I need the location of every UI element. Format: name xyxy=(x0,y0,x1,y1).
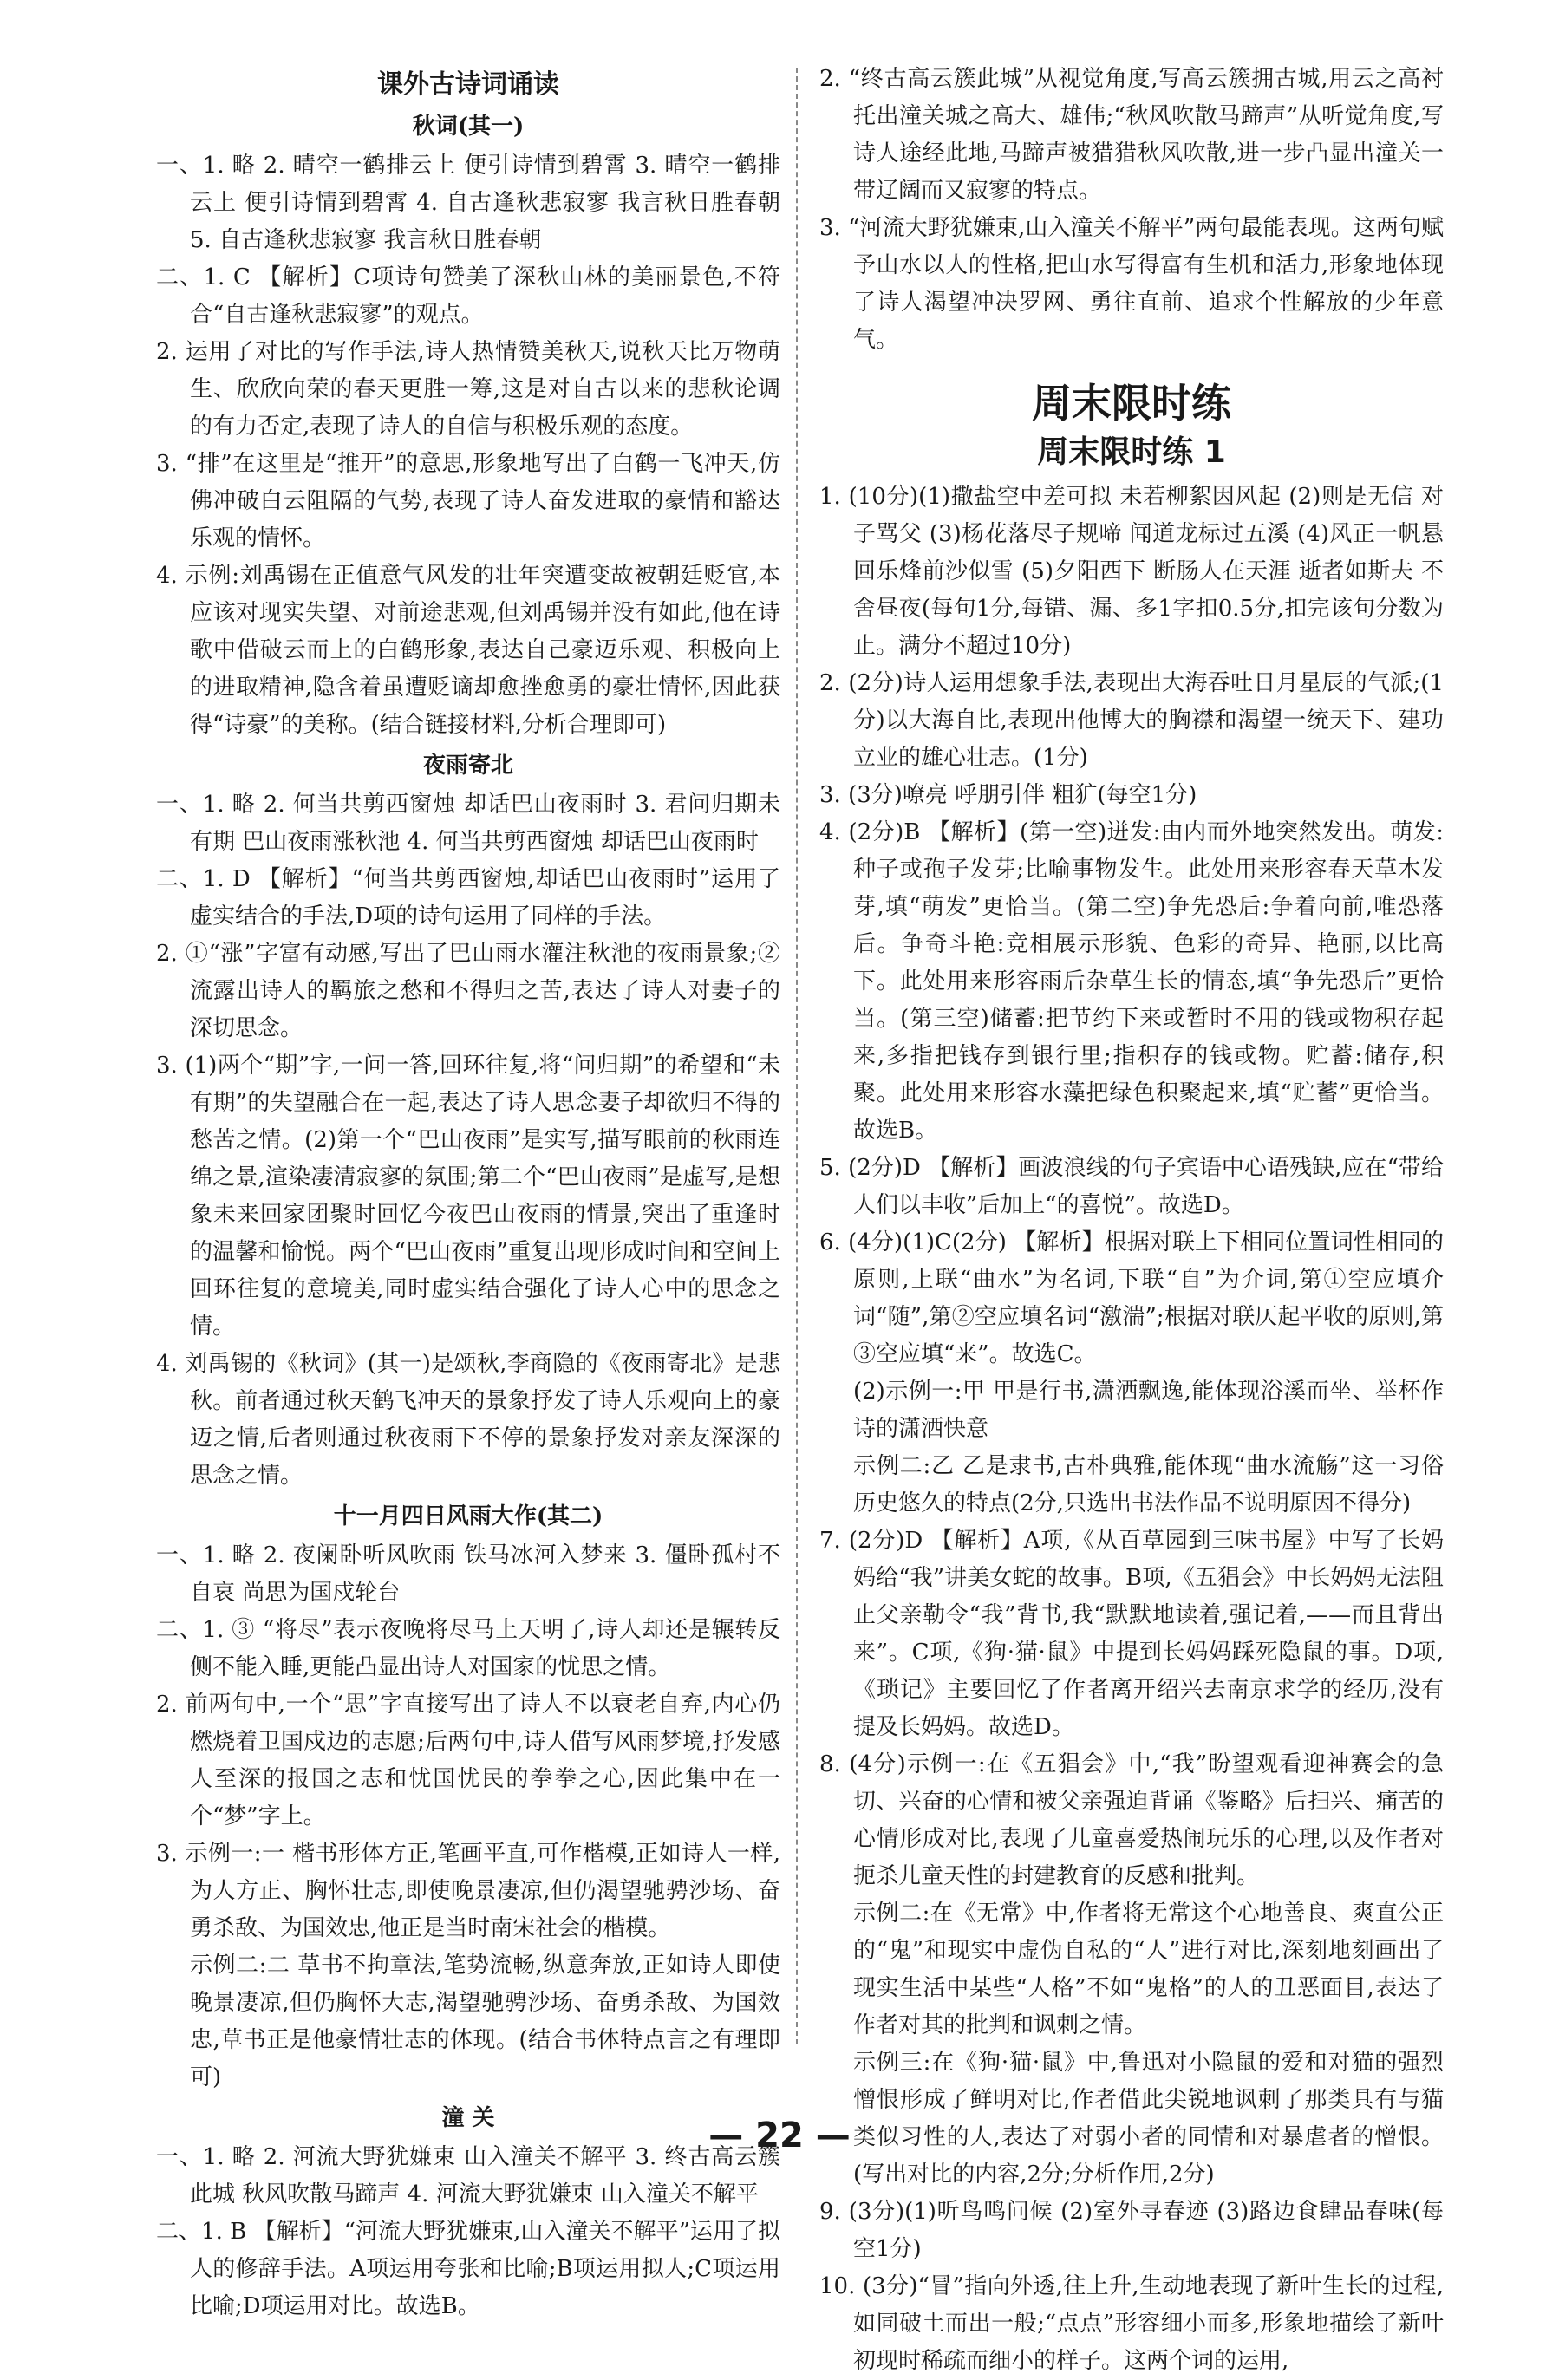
page-number: — 22 — xyxy=(708,2116,851,2155)
section-title: 课外古诗词诵读 xyxy=(377,69,559,100)
poem-title: 潼 关 xyxy=(441,2105,495,2131)
answer-example: 示例二:乙 乙是隶书,古朴典雅,能体现“曲水流觞”这一习俗历史悠久的特点(2分,只选出书法作品不说明原因不得分) xyxy=(853,1453,1444,1516)
answer-item: 7. (2分)D 【解析】A项,《从百草园到三味书屋》中写了长妈妈给“我”讲美女蛇的故事。B项,《五猖会》中长妈妈无法阻止父亲勒令“我”背书,我“默默地读着,强记着,——而且背出来”。C项,《狗·猫·鼠》中提到长妈妈踩死隐鼠的事。D项,《琐记》主要回忆了作者离开绍兴去南京求学的经历,没有提及长妈妈。故选D。 xyxy=(819,1528,1444,1740)
answer-item: 2. 运用了对比的写作手法,诗人热情赞美秋天,说秋天比万物萌生、欣欣向荣的春天更胜一筹,这是对自古以来的悲秋论调的有力否定,表现了诗人的自信与积极乐观的态度。 xyxy=(156,339,780,440)
answer-example: 示例三:在《狗·猫·鼠》中,鲁迅对小隐鼠的爱和对猫的强烈憎恨形成了鲜明对比,作者借此尖锐地讽刺了那类具有与猫类似习性的人,表达了对弱小者的同情和对暴虐者的憎恨。(写出对比的内容,2分;分析作用,2分) xyxy=(853,2050,1444,2188)
answer-item: 一、1. 略 2. 何当共剪西窗烛 却话巴山夜雨时 3. 君问归期未有期 巴山夜雨涨秋池 4. 何当共剪西窗烛 却话巴山夜雨时 xyxy=(156,792,780,855)
answer-item: 2. (2分)诗人运用想象手法,表现出大海吞吐日月星辰的气派;(1分)以大海自比,表现出他博大的胸襟和渴望一统天下、建功立业的雄心壮志。(1分) xyxy=(819,670,1444,771)
answer-item: 2. ①“涨”字富有动感,写出了巴山雨水灌注秋池的夜雨景象;②流露出诗人的羁旅之愁和不得归之苦,表达了诗人对妻子的深切思念。 xyxy=(156,941,780,1041)
poem-title: 夜雨寄北 xyxy=(422,753,513,779)
answer-item: 一、1. 略 2. 夜阑卧听风吹雨 铁马冰河入梦来 3. 僵卧孤村不自哀 尚思为国戍轮台 xyxy=(156,1542,780,1606)
answer-item: 5. (2分)D 【解析】画波浪线的句子宾语中心语残缺,应在“带给人们以丰收”后加上“的喜悦”。故选D。 xyxy=(819,1155,1444,1218)
answer-item: 3. “河流大野犹嫌束,山入潼关不解平”两句最能表现。这两句赋予山水以人的性格,把山水写得富有生机和活力,形象地体现了诗人渴望冲决罗网、勇往直前、追求个性解放的少年意气。 xyxy=(819,215,1444,353)
answer-item: 3. 示例一:一 楷书形体方正,笔画平直,可作楷模,正如诗人一样,为人方正、胸怀壮志,即使晚景凄凉,但仍渴望驰骋沙场、奋勇杀敌、为国效忠,他正是当时南宋社会的楷模。 xyxy=(156,1841,780,1941)
subsection-title: 周末限时练 1 xyxy=(1037,434,1226,470)
answer-item: 一、1. 略 2. 晴空一鹤排云上 便引诗情到碧霄 3. 晴空一鹤排云上 便引诗情到碧霄 4. 自古逢秋悲寂寥 我言秋日胜春朝 5. 自古逢秋悲寂寥 我言秋日胜春朝 xyxy=(156,153,780,253)
answer-item: 4. 刘禹锡的《秋词》(其一)是颂秋,李商隐的《夜雨寄北》是悲秋。前者通过秋天鹤飞冲天的景象抒发了诗人乐观向上的豪迈之情,后者则通过秋夜雨下不停的景象抒发对亲友深深的思念之情。 xyxy=(156,1351,780,1489)
answer-item: 3. “排”在这里是“推开”的意思,形象地写出了白鹤一飞冲天,仿佛冲破白云阻隔的气势,表现了诗人奋发进取的豪情和豁达乐观的情怀。 xyxy=(156,451,780,551)
answer-item: 一、1. 略 2. 河流大野犹嫌束 山入潼关不解平 3. 终古高云簇此城 秋风吹散马蹄声 4. 河流大野犹嫌束 山入潼关不解平 xyxy=(156,2144,780,2207)
answer-item: 6. (4分)(1)C(2分) 【解析】根据对联上下相同位置词性相同的原则,上联“曲水”为名词,下联“自”为介词,第①空应填介词“随”,第②空应填名词“激湍”;根据对联仄起平收的原则,第③空应填“来”。故选C。 xyxy=(819,1229,1444,1367)
answer-item: 3. (3分)嘹亮 呼朋引伴 粗犷(每空1分) xyxy=(819,782,1197,808)
answer-item: 二、1. D 【解析】“何当共剪西窗烛,却话巴山夜雨时”运用了虚实结合的手法,D项的诗句运用了同样的手法。 xyxy=(156,866,780,929)
answer-item: 4. (2分)B 【解析】(第一空)迸发:由内而外地突然发出。萌发:种子或孢子发芽;比喻事物发生。此处用来形容春天草木发芽,填“萌发”更恰当。(第二空)争先恐后:争着向前,唯恐落后。争奇斗艳:竞相展示形貌、色彩的奇异、艳丽,以比高下。此处用来形容雨后杂草生长的情态,填“争先恐后”更恰当。(第三空)储蓄:把节约下来或暂时不用的钱或物积存起来,多指把钱存到银行里;指积存的钱或物。贮蓄:储存,积聚。此处用来形容水藻把绿色积聚起来,填“贮蓄”更恰当。故选B。 xyxy=(819,819,1444,1144)
right-column xyxy=(819,61,1444,2380)
answer-example: (2)示例一:甲 甲是行书,潇洒飘逸,能体现浴溪而坐、举杯作诗的潇洒快意 xyxy=(853,1379,1444,1442)
answer-item: 9. (3分)(1)听鸟鸣问候 (2)室外寻春迹 (3)路边食肆品春味(每空1分) xyxy=(819,2199,1444,2262)
answer-item: 二、1. ③ “将尽”表示夜晚将尽马上天明了,诗人却还是辗转反侧不能入睡,更能凸显出诗人对国家的忧思之情。 xyxy=(156,1617,780,1680)
section-title: 周末限时练 xyxy=(1032,380,1231,427)
answer-item: 3. (1)两个“期”字,一问一答,回环往复,将“问归期”的希望和“未有期”的失望融合在一起,表达了诗人思念妻子却欲归不得的愁苦之情。(2)第一个“巴山夜雨”是实写,描写眼前的秋雨连绵之景,渲染凄清寂寥的氛围;第二个“巴山夜雨”是虚写,是想象未来回家团聚时回忆今夜巴山夜雨的情景,突出了重逢时的温馨和愉悦。两个“巴山夜雨”重复出现形成时间和空间上回环往复的意境美,同时虚实结合强化了诗人心中的思念之情。 xyxy=(156,1053,780,1340)
column-divider xyxy=(796,68,798,2044)
answer-item: 10. (3分)“冒”指向外透,往上升,生动地表现了新叶生长的过程,如同破土而出一般;“点点”形容细小而多,形象地描绘了新叶初现时稀疏而细小的样子。这两个词的运用, xyxy=(819,2273,1444,2374)
answer-item: 8. (4分)示例一:在《五猖会》中,“我”盼望观看迎神赛会的急切、兴奋的心情和被父亲强迫背诵《鉴略》后扫兴、痛苦的心情形成对比,表现了儿童喜爱热闹玩乐的心理,以及作者对扼杀儿童天性的封建教育的反感和批判。 xyxy=(819,1751,1444,1889)
answer-example: 示例二:在《无常》中,作者将无常这个心地善良、爽直公正的“鬼”和现实中虚伪自私的“人”进行对比,深刻地刻画出了现实生活中某些“人格”不如“鬼格”的人的丑恶面目,表达了作者对其的批判和讽刺之情。 xyxy=(853,1901,1444,2038)
left-column xyxy=(156,61,780,2325)
answer-item: 2. “终古高云簇此城”从视觉角度,写高云簇拥古城,用云之高衬托出潼关城之高大、雄伟;“秋风吹散马蹄声”从听觉角度,写诗人途经此地,马蹄声被猎猎秋风吹散,进一步凸显出潼关一带辽阔而又寂寥的特点。 xyxy=(819,66,1444,204)
answer-item: 4. 示例:刘禹锡在正值意气风发的壮年突遭变故被朝廷贬官,本应该对现实失望、对前途悲观,但刘禹锡并没有如此,他在诗歌中借破云而上的白鹤形象,表达自己豪迈乐观、积极向上的进取精神,隐含着虽遭贬谪却愈挫愈勇的豪壮情怀,因此获得“诗豪”的美称。(结合链接材料,分析合理即可) xyxy=(156,563,780,738)
answer-item: 2. 前两句中,一个“思”字直接写出了诗人不以衰老自弃,内心仍燃烧着卫国戍边的志愿;后两句中,诗人借写风雨梦境,抒发感人至深的报国之志和忧国忧民的拳拳之心,因此集中在一个“梦”字上。 xyxy=(156,1692,780,1829)
poem-title: 十一月四日风雨大作(其二) xyxy=(333,1503,603,1529)
answer-item: 1. (10分)(1)撒盐空中差可拟 未若柳絮因风起 (2)则是无信 对子骂父 (3)杨花落尽子规啼 闻道龙标过五溪 (4)风正一帆悬 回乐烽前沙似雪 (5)夕阳西下 断肠人在天涯 逝者如斯夫 不舍昼夜(每句1分,每错、漏、多1字扣0.5分,扣完该句分数为止。满分不超过10分) xyxy=(819,484,1444,659)
answer-item: 二、1. C 【解析】C项诗句赞美了深秋山林的美丽景色,不符合“自古逢秋悲寂寥”的观点。 xyxy=(156,264,780,328)
answer-item: 二、1. B 【解析】“河流大野犹嫌束,山入潼关不解平”运用了拟人的修辞手法。A项运用夸张和比喻;B项运用拟人;C项运用比喻;D项运用对比。故选B。 xyxy=(156,2219,780,2319)
poem-title: 秋词(其一) xyxy=(412,114,525,140)
answer-example: 示例二:二 草书不拘章法,笔势流畅,纵意奔放,正如诗人即使晚景凄凉,但仍胸怀大志,渴望驰骋沙场、奋勇杀敌、为国效忠,草书正是他豪情壮志的体现。(结合书体特点言之有理即可) xyxy=(190,1953,780,2090)
